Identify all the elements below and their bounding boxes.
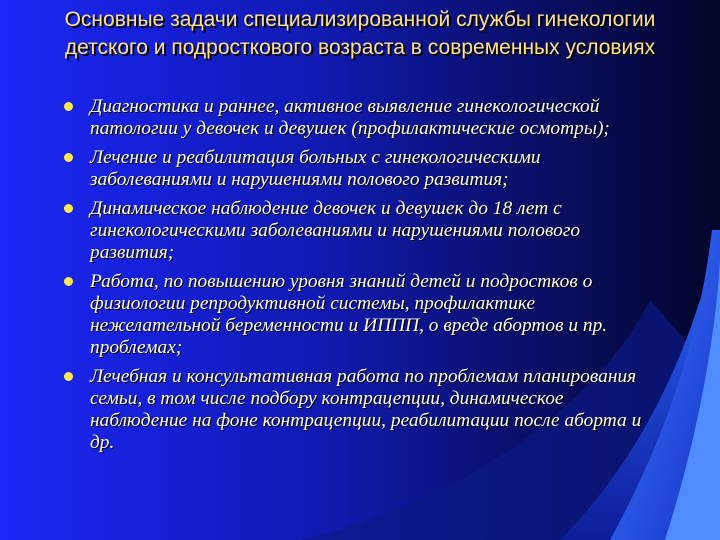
bullet-marker-icon (64, 277, 73, 286)
list-item (62, 96, 642, 140)
list-item-text: Работа, по повышению уровня знаний детей и подростков о физиологии репродуктивной системы, профилактике нежелательной беременности и ИППП, о вреде абортов и пр. проблемах; (90, 271, 608, 358)
slide-title: Основные задачи специализированной службы гинекологии детского и подросткового возраста в современных условиях (64, 8, 656, 59)
list-item (62, 198, 642, 264)
bullet-marker-icon (64, 102, 73, 111)
list-item (62, 366, 642, 454)
bullet-marker-icon (64, 204, 73, 213)
task-list (62, 96, 642, 461)
list-item-text: Динамическое наблюдение девочек и девушек до 18 лет с гинекологическими заболеваниями и нарушениями полового развития; (90, 198, 581, 263)
list-item (62, 147, 642, 191)
list-item-text: Диагностика и раннее, активное выявление гинекологической патологии у девочек и девушек (профилактические осмотры); (90, 96, 610, 139)
bullet-marker-icon (64, 153, 73, 162)
bullet-marker-icon (64, 372, 73, 381)
list-item-text: Лечение и реабилитация больных с гинекологическими заболеваниями и нарушениями полового развития; (90, 147, 541, 190)
list-item-text: Лечебная и консультативная работа по проблемам планирования семьи, в том числе подбору контрацепции, динамическое наблюдение на фоне контрацепции, реабилитации после аборта и др. (90, 366, 642, 453)
list-item (62, 271, 642, 359)
